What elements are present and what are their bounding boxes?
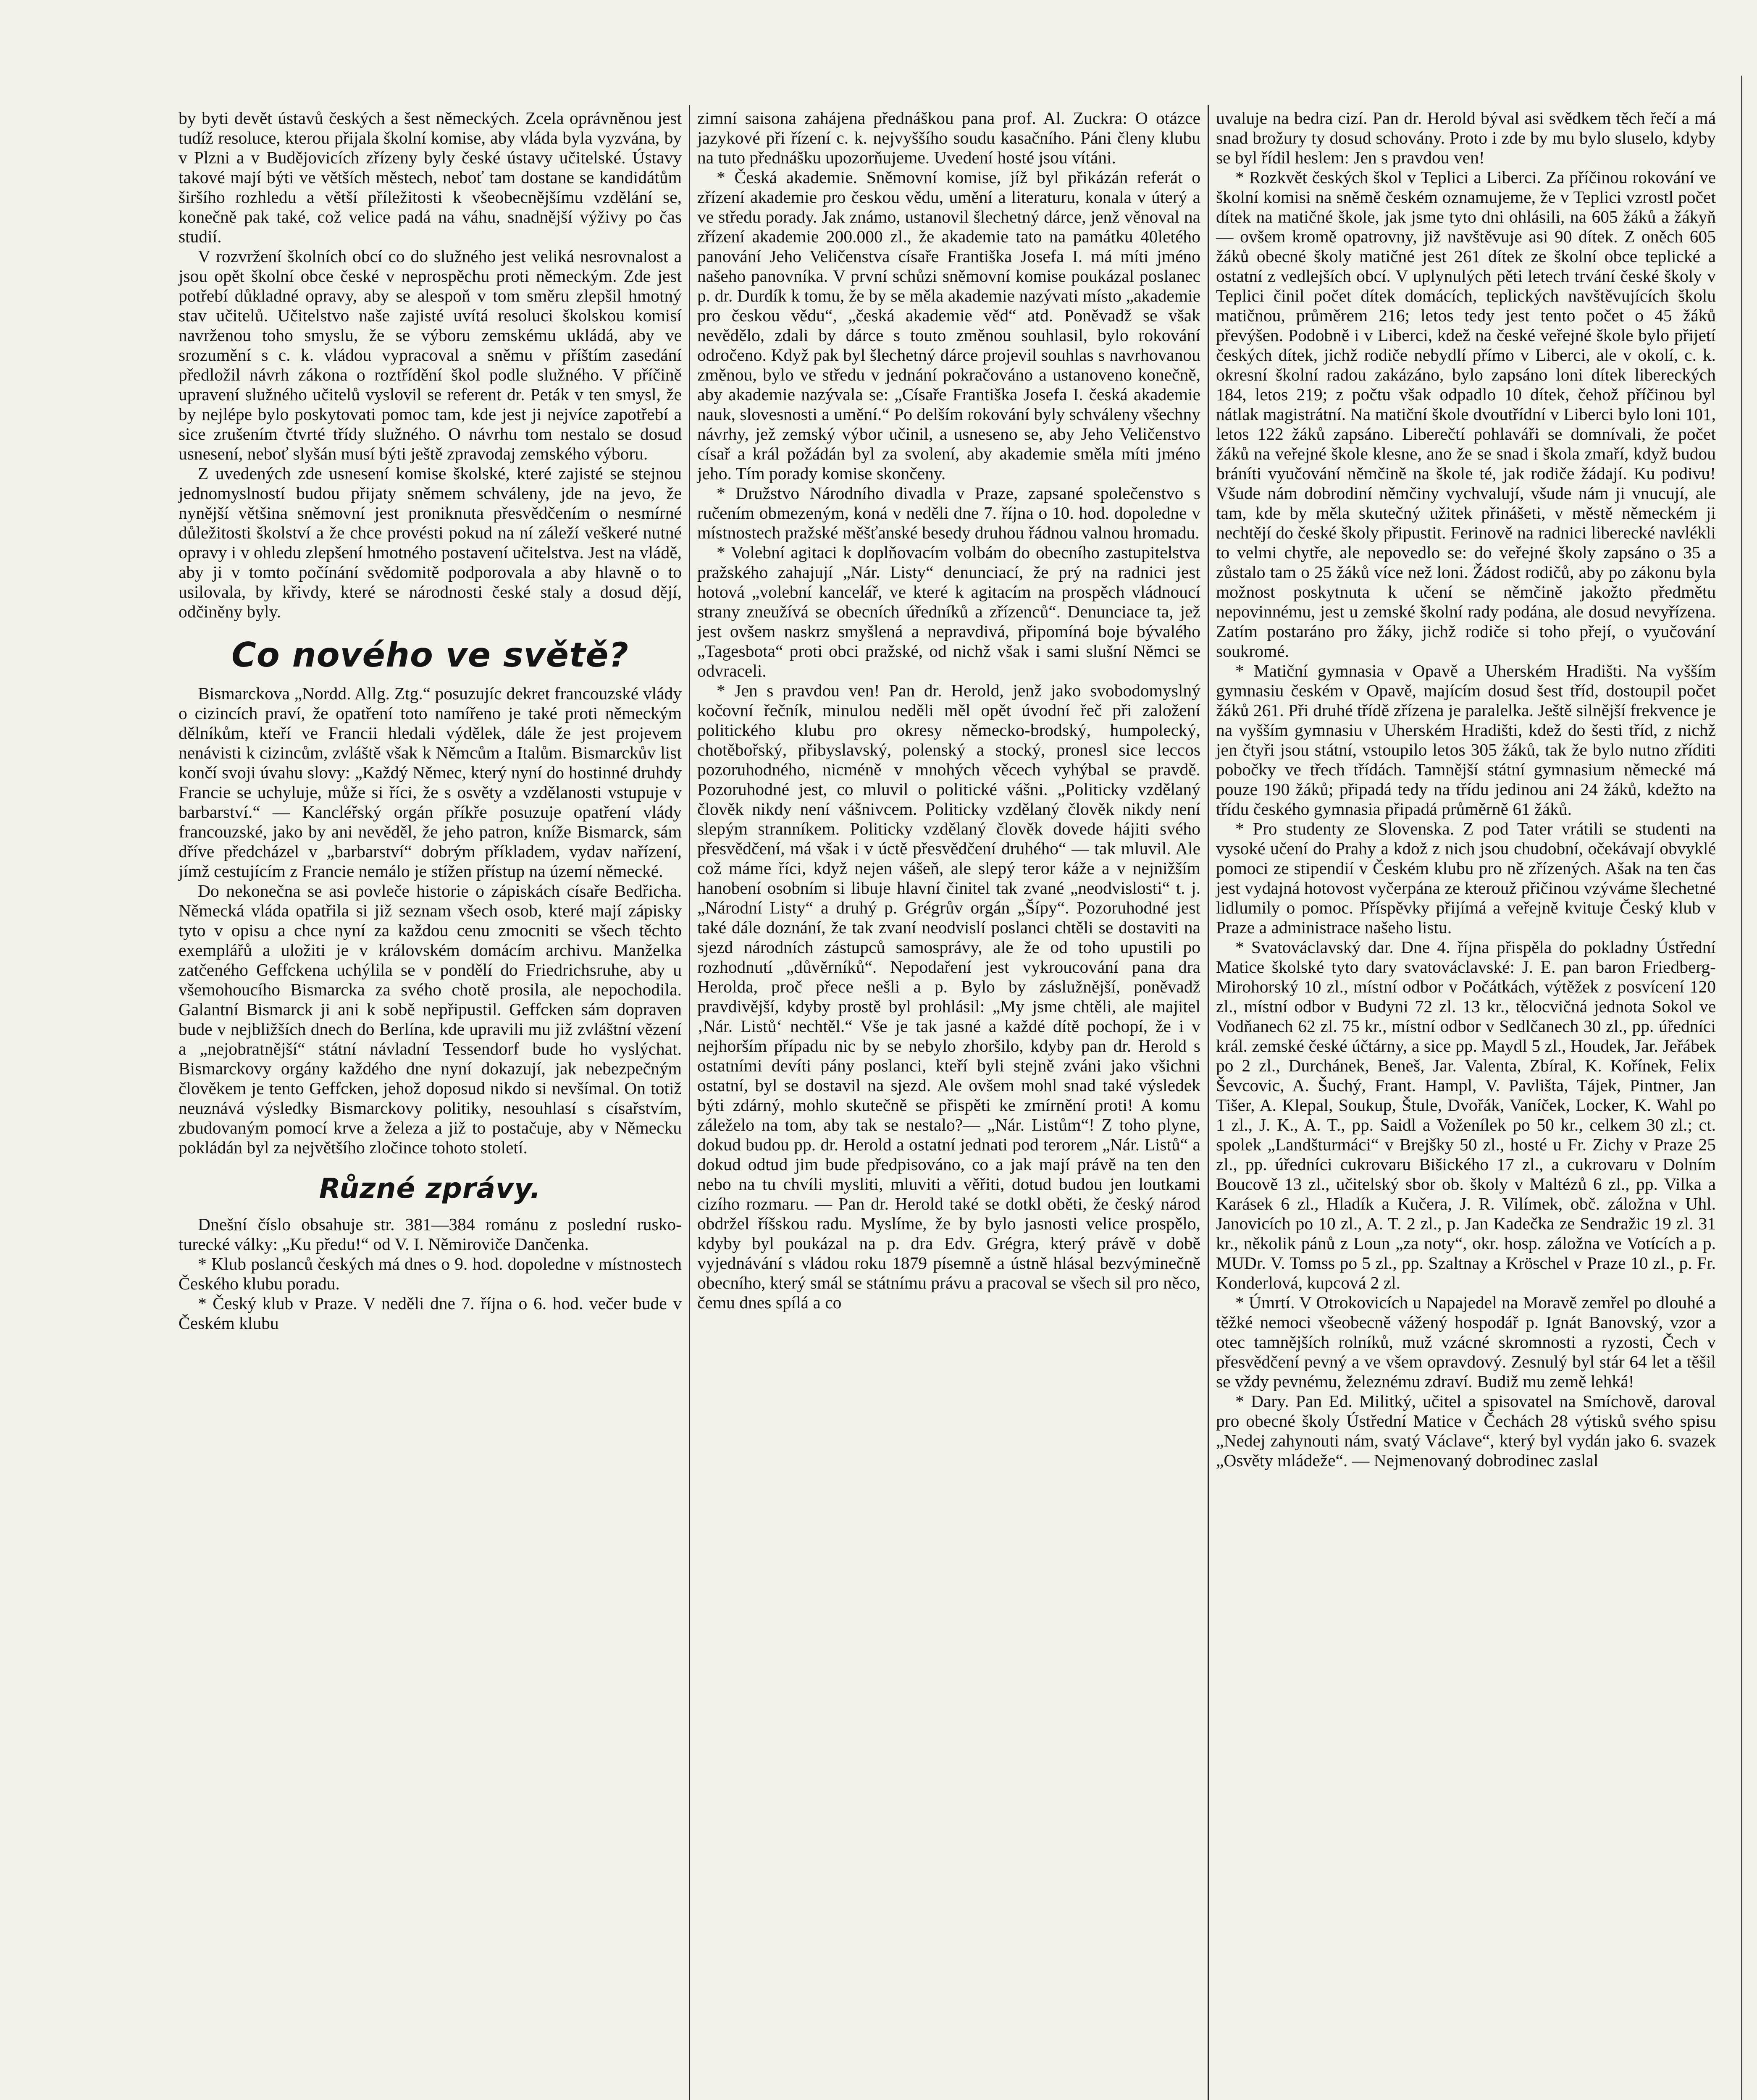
column-left xyxy=(179,108,682,1333)
news-item: * Volební agitaci k doplňovacím volbám do obecního zastupitelstva pražského zahajují „Nár. Listy“ denunciací, že prý na radnici jest hotová „volební kancelář, ve které k agitacím na prospěch vládnoucí strany zneužívá se obecních úředníků a zřízenců“. Denunciace ta, jež jest ovšem naskrz smyšlená a nepravdivá, připomíná boje bývalého „Tagesbota“ proti obci pražské, od nichž však i sami slušní Němci se odvraceli. xyxy=(697,543,1200,680)
article-paragraph: V rozvržení školních obcí co do služného jest veliká nesrovnalost a jsou opět školní obce české v neprospěchu proti německým. Zde jest potřebí důkladné opravy, aby se alespoň v tom směru zlepšil hmotný stav učitelů. Učitelstvo naše zajisté uvítá resoluci školskou komisí navrženou toho smyslu, že se výboru zemskému ukládá, aby ve srozumění s c. k. vládou vypracoval a sněmu v příštím zasedání předložil návrh zákona o roztřídění škol podle služného. V příčině upravení služného učitelů vyslovil se referent dr. Peták v ten smysl, že by nejlépe bylo poskytovati pomoc tam, kde jest ji nejvíce zapotřebí a sice zrušením čtvrté třídy služného. O návrhu tom nestalo se dosud usnesení, neboť slyšán musí býti ještě zpravodaj zemského výboru. xyxy=(179,247,682,463)
column-middle xyxy=(697,108,1200,1312)
article-paragraph: by byti devět ústavů českých a šest německých. Zcela oprávněnou jest tudíž resoluce, kterou přijala školní komise, aby vláda byla vyzvána, by v Plzni a v Budějovicích zřízeny byly české ústavy učitelské. Ústavy takové mají býti ve větších městech, neboť tam dostane se kandidátům širšího rozhledu a větší příležitosti k všeobecnějšímu vzdělání se, konečně pak také, což velice padá na váhu, snadnější výživy po čas studií. xyxy=(179,108,682,246)
news-item: * Rozkvět českých škol v Teplici a Liberci. Za příčinou rokování ve školní komisi na sněmě českém oznamujeme, že v Teplici vzrostl počet dítek na matičné škole, jak jsme tyto dni ohlásili, na 605 žáků a žákyň — ovšem kromě opatrovny, již navštěvuje asi 90 dítek. Z oněch 605 žáků obecné školy matičné jest 261 dítek ze školní obce teplické a ostatní z vedlejších obcí. V uplynulých pěti letech trvání české školy v Teplici činil počet dítek domácích, teplických navštěvujících školu matičnou, průměrem 216; letos tedy jest tento počet o 45 žáků převýšen. Podobně i v Liberci, kdež na české veřejné škole bylo přijetí českých dítek, jichž rodiče nebydlí přímo v Liberci, ale v okolí, c. k. okresní školní radou zakázáno, bylo zapsáno loni dítek libereckých 184, letos 219; z počtu však odpadlo 10 dítek, čehož příčinou byl nátlak magistrátní. Na matiční škole dvoutřídní v Liberci bylo loni 101, letos 122 žáků zapsáno. Liberečtí pohlaváři se domnívali, že počet žáků na veřejné škole klesne, ano že se snad i škola zmaří, když budou bráníti vyučování němčině na škole té, jak rodiče žádají. Ku podivu! Všude nám dobrodiní němčiny vychvalují, všude nám ji vnucují, ale tam, kde by měla skutečný užitek přinášeti, v městě německém ji nechtějí do české školy připustit. Ferinově na radnici liberecké navlékli to velmi chytře, ale nepovedlo se: do veřejné školy zapsáno o 35 a zůstalo tam o 25 žáků více než loni. Žádost rodičů, aby po zákonu byla možnost poskytnuta k učení se němčině jakožto předmětu nepovinnému, jest u zemské školní rady podána, ale dosud nevyřízena. Zatím postaráno pro žáky, jichž rodiče si toho přejí, o vyučování soukromé. xyxy=(1216,168,1716,661)
page-edge-line xyxy=(1741,76,1742,2100)
news-item: * Matiční gymnasia v Opavě a Uherském Hradišti. Na vyšším gymnasiu českém v Opavě, majícím dosud šest tříd, dostoupil počet žáků 261. Při druhé třídě zřízena je paralelka. Ještě silnější frekvence je na vyšším gymnasiu v Uherském Hradišti, kdež do šesti tříd, z nichž jen čtyři jsou státní, vstoupilo letos 305 žáků, tak že bylo nutno zříditi pobočky ve třech třídách. Tamnější státní gymnasium německé má pouze 190 žáků; připadá tedy na třídu jedinou ani 24 žáků, kdežto na třídu českého gymnasia připadá průměrně 61 žáků. xyxy=(1216,661,1716,819)
news-item: * Družstvo Národního divadla v Praze, zapsané společenstvo s ručením obmezeným, koná v neděli dne 7. října o 10. hod. dopoledne v místnostech pražské měšťanské besedy druhou řádnou valnou hromadu. xyxy=(697,483,1200,542)
section-heading-world-news: Co nového ve světě? xyxy=(231,635,629,675)
article-paragraph: Z uvedených zde usnesení komise školské, které zajisté se stejnou jednomyslností budou přijaty sněmem schváleny, jde na jevo, že nynější většina sněmovní jest proniknuta přesvědčením o nesmírné důležitosti školství a že chce provésti pokud na ní záleží veškeré nutné opravy i v ohledu zlepšení hmotného postavení učitelstva. Jest na vládě, aby ji v tomto počínání svědomitě podporovala a aby hlavně o to usilovala, by křivdy, které se národnosti české staly a dosud dějí, odčiněny byly. xyxy=(179,464,682,621)
news-item: * Dary. Pan Ed. Militký, učitel a spisovatel na Smíchově, daroval pro obecné školy Ústřední Matice v Čechách 28 výtisků svého spisu „Nedej zahynouti nám, svatý Václave“, který byl vydán jako 6. svazek „Osvěty mládeže“. — Nejmenovaný dobrodinec zaslal xyxy=(1216,1391,1716,1470)
article-paragraph: Do nekonečna se asi povleče historie o zápiskách císaře Bedřicha. Německá vláda opatřila si již seznam všech osob, které mají zápisky tyto v opisu a chce nyní za každou cenu zmocniti se všech těchto exemplářů a uložiti je v královském domácím archivu. Manželka zatčeného Geffckena uchýlila se v pondělí do Friedrichsruhe, aby u všemohoucího Bismarcka za svého chotě prosila, ale nepochodila. Galantní Bismarck ji ani k sobě nepřipustil. Geffcken sám dopraven bude v nejbližších dnech do Berlína, kde upravili mu již zvláštní vězení a „nejobratnější“ státní návladní Tessendorf bude ho vyslýchat. Bismarckovy orgány každého dne nyní dokazují, jak nebezpečným člověkem je tento Geffcken, jehož doposud nikdo si nevšímal. On totiž neuznává výsledky Bismarckovy politiky, nesouhlasí s císařstvím, zbudovaným pomocí krve a železa a již to postačuje, aby v Německu pokládán byl za největšího zločince tohoto století. xyxy=(179,881,682,1157)
news-item: * Pro studenty ze Slovenska. Z pod Tater vrátili se studenti na vysoké učení do Prahy a kdož z nich jsou chudobní, očekávají obvyklé pomoci ze stipendií v Českém klubu pro ně zřízených. Ašak na ten čas jest vydajná hotovost vyčerpána ze kterouž přičinou vzýváme šlechetné lidlumily o pomoc. Příspěvky přijímá a veřejně kvituje Český klub v Praze a administrace našeho listu. xyxy=(1216,819,1716,937)
news-item: * Český klub v Praze. V neděli dne 7. října o 6. hod. večer bude v Českém klubu xyxy=(179,1294,682,1333)
article-paragraph: Bismarckova „Nordd. Allg. Ztg.“ posuzujíc dekret francouzské vlády o cizincích praví, že opatření toto namířeno je také proti německým dělníkům, kteří ve Francii hledali výdělek, dále že jest projevem nenávisti k cizincům, zvláště však k Němcům a Italům. Bismarckův list končí svoji úvahu slovy: „Každý Němec, který nyní do hostinné druhdy Francie se uchyluje, může si říci, že s osvěty a vzdělanosti vstupuje v barbarství.“ — Kancléřský orgán příkře posuzuje opatření vlády francouzské, jako by ani nevěděl, že jeho patron, kníže Bismarck, sám dříve předcházel v „barbarství“ dobrým příkladem, vydav nařízení, jímž cestujícím z Francie nemálo je stížen přístup na území německé. xyxy=(179,684,682,881)
news-item: Dnešní číslo obsahuje str. 381—384 románu z poslední rusko-turecké války: „Ku předu!“ od V. I. Němiroviče Dančenka. xyxy=(179,1215,682,1254)
news-item: uvaluje na bedra cizí. Pan dr. Herold býval asi svědkem těch řečí a má snad brožury ty dosud schovány. Proto i zde by mu bylo sluselo, kdyby se byl řídil heslem: Jen s pravdou ven! xyxy=(1216,108,1716,167)
news-item: * Úmrtí. V Otrokovicích u Napajedel na Moravě zemřel po dlouhé a těžké nemoci všeobecně vážený hospodář p. Ignát Banovský, vzor a otec tamnějších rolníků, muž vzácné skromnosti a ryzosti, Čech v přesvědčení pevný a ve všem opravdový. Zesnulý byl stár 64 let a těšil se vždy pevnému, železnému zdraví. Budiž mu země lehká! xyxy=(1216,1293,1716,1391)
column-divider xyxy=(689,105,690,2100)
column-right xyxy=(1216,108,1716,1470)
section-heading-misc-news: Různé zprávy. xyxy=(319,1172,541,1205)
news-item: * Klub poslanců českých má dnes o 9. hod. dopoledne v místnostech Českého klubu poradu. xyxy=(179,1254,682,1293)
news-item: * Svatováclavský dar. Dne 4. října přispěla do pokladny Ústřední Matice školské tyto dary svatováclavské: J. E. pan baron Friedberg-Mirohorský 10 zl., místní odbor v Počátkách, výtěžek z posvícení 120 zl., místní odbor v Budyni 72 zl. 13 kr., tělocvičná jednota Sokol ve Vodňanech 62 zl. 75 kr., místní odbor v Sedlčanech 30 zl., pp. úředníci král. zemské české účtárny, a sice pp. Maydl 5 zl., Houdek, Jar. Jeřábek po 2 zl., Durchánek, Beneš, Jar. Valenta, Zbíral, K. Kořínek, Felix Ševcovic, A. Šuchý, Frant. Hampl, V. Pavlišta, Tájek, Pintner, Jan Tišer, A. Klepal, Soukup, Štule, Dvořák, Vaníček, Locker, K. Wahl po 1 zl., J. K., A. T., pp. Saidl a Voženílek po 50 kr., celkem 30 zl.; ct. spolek „Landšturmáci“ v Brejšky 50 zl., hosté u Fr. Zichy v Praze 25 zl., pp. úředníci cukrovaru Bišického 17 zl., a cukrovaru v Dolním Boucově 13 zl., učitelský sbor ob. školy v Maltézů 6 zl., pp. Vilka a Karásek 6 zl., Hladík a Kučera, J. R. Vilímek, obč. záložna v Uhl. Janovicích po 10 zl., A. T. 2 zl., p. Jan Kadečka ze Sendražic 19 zl. 31 kr., několik pánů z Loun „za noty“, okr. hosp. záložna ve Votících a p. MUDr. V. Tomss po 5 zl., pp. Szaltnay a Kröschel v Praze 10 zl., p. Fr. Konderlová, kupcová 2 zl. xyxy=(1216,937,1716,1292)
news-item: * Česká akademie. Sněmovní komise, jíž byl přikázán referát o zřízení akademie pro českou vědu, umění a literaturu, konala v úterý a ve středu porady. Jak známo, ustanovil šlechetný dárce, jenž věnoval na zřízení akademie 200.000 zl., že akademie tato na památku 40letého panování Jeho Veličenstva císaře Františka Josefa I. má míti jméno našeho panovníka. V první schůzi sněmovní komise poukázal poslanec p. dr. Durdík k tomu, že by se měla akademie nazývati místo „akademie pro českou vědu“, „česká akademie věd“ atd. Poněvadž se však nevědělo, zdali by dárce s touto změnou souhlasil, bylo rokování odročeno. Když pak byl šlechetný dárce projevil souhlas s navrhovanou změnou, bylo ve středu v jednání pokračováno a ustanoveno konečně, aby akademie nazývala se: „Císaře Františka Josefa I. česká akademie nauk, slovesnosti a umění.“ Po delším rokování byly schváleny všechny návrhy, jež zemský výbor učinil, a usneseno se, aby Jeho Veličenstvo císař a král požádán byl za svolení, aby akademie směla míti jméno jeho. Tím porady komise skončeny. xyxy=(697,168,1200,483)
news-item: zimní saisona zahájena přednáškou pana prof. Al. Zuckra: O otázce jazykové při řízení c. k. nejvyššího soudu kasačního. Páni členy klubu na tuto přednášku upozorňujeme. Uvedení hosté jsou vítáni. xyxy=(697,108,1200,167)
news-item: * Jen s pravdou ven! Pan dr. Herold, jenž jako svobodomyslný kočovní řečník, minulou neděli měl opět úvodní řeč při založení politického klubu pro okresy německo-brodský, humpolecký, chotěbořský, přibyslavský, polenský a stocký, pronesl sice leccos pozoruhodného, nicméně v mnohých věcech vyhýbal se pravdě. Pozoruhodné jest, co mluvil o politické vášni. „Politicky vzdělaný člověk nikdy není vášnivcem. Politicky vzdělaný člověk nikdy není slepým stranníkem. Politicky vzdělaný člověk dovede hájiti svého přesvědčení, má však i v úctě přesvědčení druhého“ — tak mluvil. Ale což máme říci, když nejen vášeň, ale slepý teror káže a v nejnižším hanobení osobním si libuje hlavní činitel tak zvané „neodvislosti“ t. j. „Národní Listy“ a druhý p. Grégrův orgán „Šípy“. Pozoruhodné jest také dále doznání, že tak zvaní neodvislí poslanci chtěli se dostaviti na sjezd národních zástupců samosprávy, ale že od toho upustili po rozhodnutí „důvěrníků“. Nepodaření jest vykroucování pana dra Herolda, proč přece nešli a p. Bylo by záslužnější, poněvadž pravdivější, kdyby prostě byl prohlásil: „My jsme chtěli, ale majitel ‚Nár. Listů‘ nechtěl.“ Vše je tak jasné a každé dítě pochopí, že i v nejhorším případu nic by se nebylo zhoršilo, kdyby pan dr. Herold s ostatními devíti pány poslanci, kteří byli stejně zváni jako všichni ostatní, byl se dostavil na sjezd. Ale ovšem mohl snad také výsledek býti zdárný, mohlo skutečně se přispěti ke zmírnění proti! A komu záleželo na tom, aby tak se nestalo?— „Nár. Listům“! Z toho plyne, dokud budou pp. dr. Herold a ostatní jednati pod terorem „Nár. Listů“ a dokud odtud jim bude předpisováno, co a jak mají právě na ten den nebo na tu chvíli mysliti, mluviti a věřiti, dotud budou jen loutkami cizího rozmaru. — Pan dr. Herold také se dotkl oběti, že český národ obdržel říšskou radu. Myslíme, že by bylo jasnosti velice prospělo, kdyby byl poukázal na p. dra Edv. Grégra, který právě v době vyjednávání s vládou roku 1879 písemně a ústně hlásal bezvýminečně obecního, který smál se státnímu právu a pracoval se všech sil pro něco, čemu dnes spílá a co xyxy=(697,681,1200,1312)
column-divider xyxy=(1208,105,1209,2100)
